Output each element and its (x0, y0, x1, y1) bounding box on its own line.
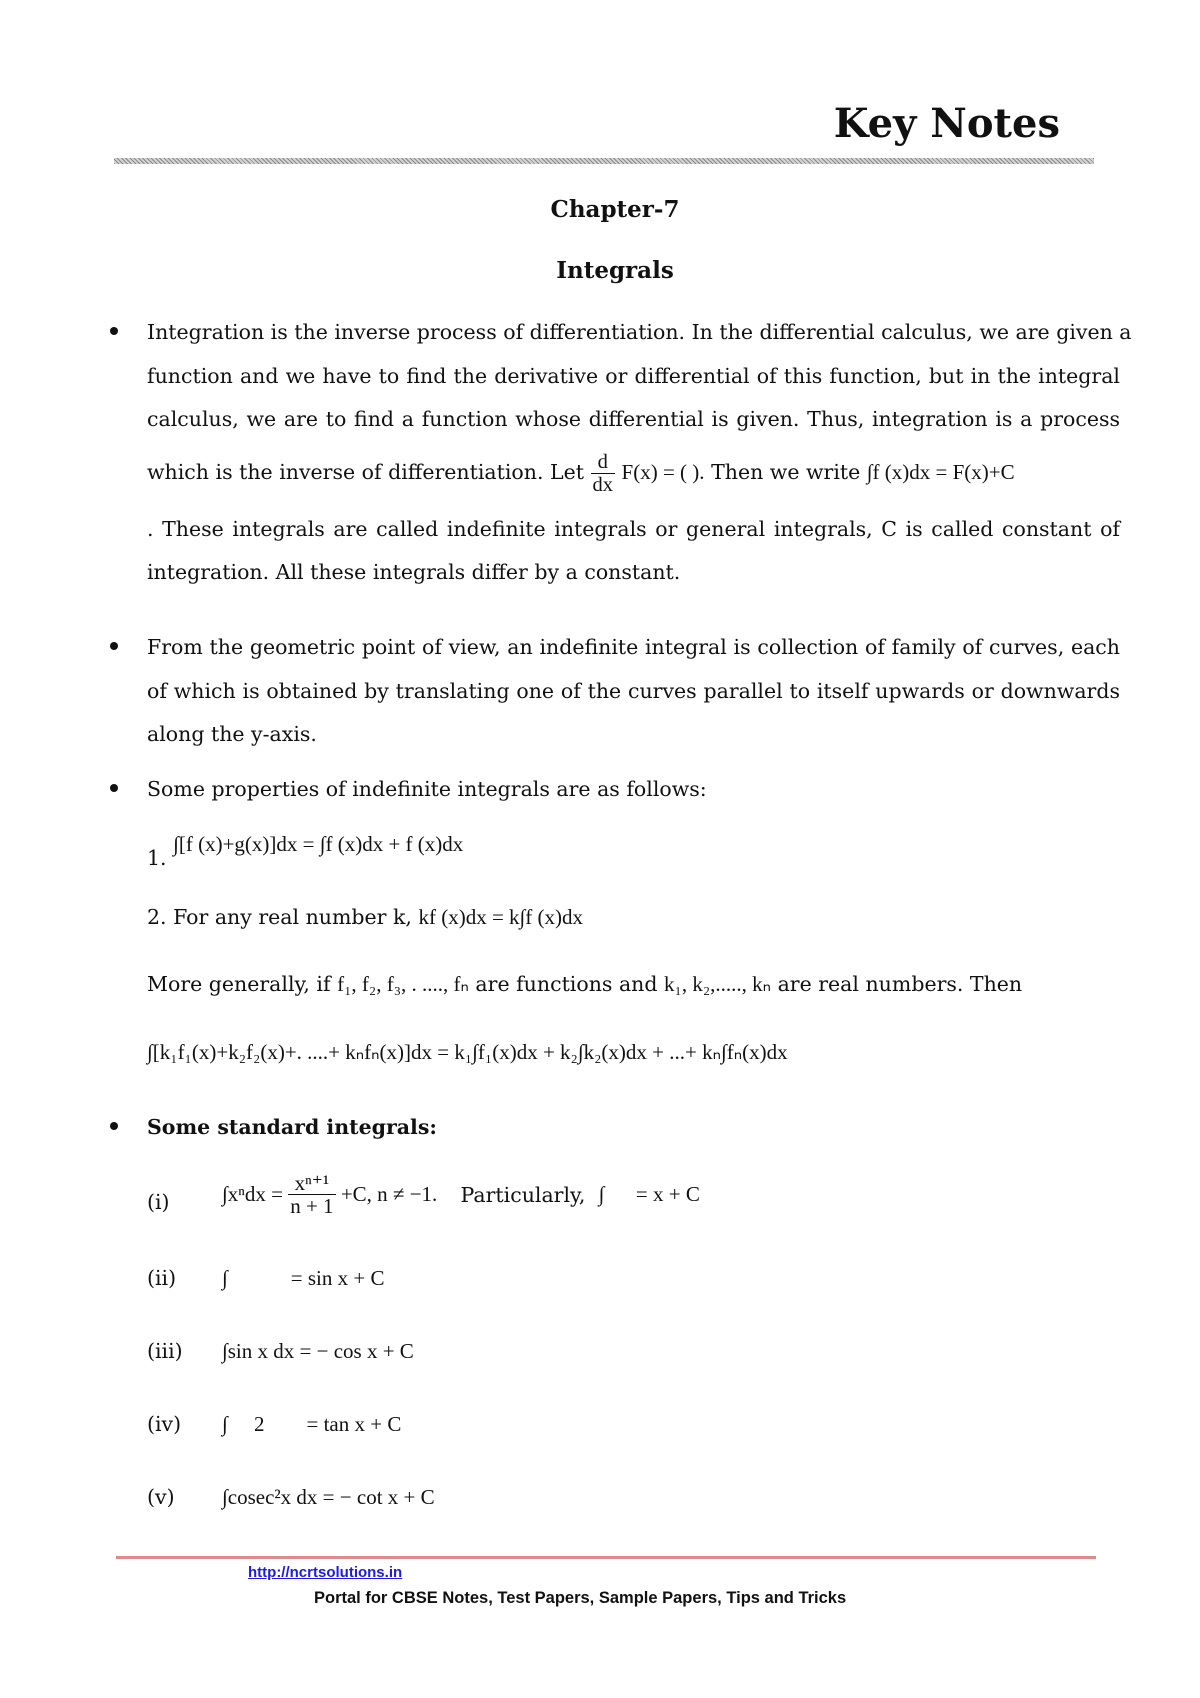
text-line: of which is obtained by translating one of the curves parallel to itself upwards or downwards (147, 678, 1120, 703)
chapter-heading: Chapter-7 (550, 196, 680, 223)
text-line: Some properties of indefinite integrals are as follows: (147, 777, 707, 801)
particularly-text: Particularly, (460, 1182, 586, 1207)
frac-denominator: n + 1 (290, 1194, 334, 1218)
frac-numerator: xⁿ⁺¹ (288, 1172, 335, 1195)
text-fragment: Then we write (711, 459, 861, 484)
bullet-icon (110, 642, 118, 650)
property-1 (147, 832, 463, 870)
property-2-text: 2. For any real number k, (147, 905, 412, 929)
text-line: Integration is the inverse process of differentiation. In the differential calculus, we are given a (147, 320, 1132, 344)
text-fragment: which is the inverse of differentiation. Let (147, 459, 584, 484)
formula-rhs: +C, n ≠ −1. (340, 1182, 438, 1206)
integral-formula (222, 1172, 700, 1217)
footer-divider (116, 1556, 1096, 1559)
particular-formula: ∫ = x + C (598, 1182, 700, 1206)
text-line: function and we have to find the derivative or differential of this function, but in the integral (147, 363, 1120, 388)
integral-formula: ∫ 2 = tan x + C (222, 1412, 402, 1436)
property-label: 1. (147, 846, 167, 870)
text-line: From the geometric point of view, an indefinite integral is collection of family of curves, each (147, 635, 1120, 659)
footer-website-link[interactable]: http://ncrtsolutions.in (248, 1564, 403, 1581)
header-divider (114, 158, 1094, 164)
item-label: (ii) (147, 1266, 177, 1290)
general-statement (147, 972, 1022, 997)
property-2 (147, 905, 583, 930)
integral-formula: ∫ = sin x + C (222, 1266, 385, 1290)
function-list: f₁, f₂, f₃, . ...., fₙ (337, 972, 469, 996)
text-line: calculus, we are to find a function whose differential is given. Thus, integration is a process (147, 407, 1120, 431)
derivative-fraction (591, 451, 616, 496)
page-header-title: Key Notes (833, 100, 1060, 147)
linearity-formula: ∫[k₁f₁(x)+k₂f₂(x)+. ....+ kₙfₙ(x)]dx = k₁∫f₁(x)dx + k₂∫k₂(x)dx + ...+ kₙ∫fₙ(x)dx (147, 1040, 788, 1064)
text-fragment: More generally, if (147, 972, 331, 996)
indefinite-integral-formula: ∫f (x)dx = F(x)+C (866, 459, 1015, 484)
item-label: (iii) (147, 1339, 183, 1363)
text-line: integration. All these integrals differ by a constant. (147, 560, 681, 584)
text-line: . These integrals are called indefinite integrals or general integrals, C is called constant of (147, 516, 1120, 541)
power-fraction (288, 1172, 335, 1217)
property-2-formula: kf (x)dx = k∫f (x)dx (418, 905, 584, 929)
integral-formula: ∫sin x dx = − cos x + C (222, 1339, 414, 1363)
definition-line (147, 442, 1120, 502)
item-label: (iv) (147, 1412, 182, 1436)
footer-tagline: Portal for CBSE Notes, Test Papers, Sample Papers, Tips and Tricks (314, 1589, 847, 1607)
text-fragment: are functions and (475, 972, 658, 996)
property-1-formula: ∫[f (x)+g(x)]dx = ∫f (x)dx + f (x)dx (173, 832, 464, 856)
constant-list: k₁, k₂,....., kₙ (664, 972, 772, 996)
formula-lhs: ∫xⁿdx = (222, 1182, 283, 1206)
bullet-icon (110, 784, 118, 792)
item-label: (v) (147, 1485, 175, 1509)
bullet-icon (110, 327, 118, 335)
item-label: (i) (147, 1190, 170, 1214)
standard-integrals-heading: Some standard integrals: (147, 1115, 437, 1139)
standard-integral-i (100, 1172, 1120, 1242)
text-line: along the y-axis. (147, 722, 317, 746)
frac-numerator: d (591, 451, 616, 474)
text-fragment: are real numbers. Then (777, 972, 1023, 996)
topic-heading: Integrals (556, 257, 674, 284)
integral-formula: ∫cosec²x dx = − cot x + C (222, 1485, 435, 1509)
math-expression: F(x) = ( ). (621, 459, 705, 484)
frac-denominator: dx (592, 473, 613, 496)
bullet-icon (110, 1122, 118, 1130)
